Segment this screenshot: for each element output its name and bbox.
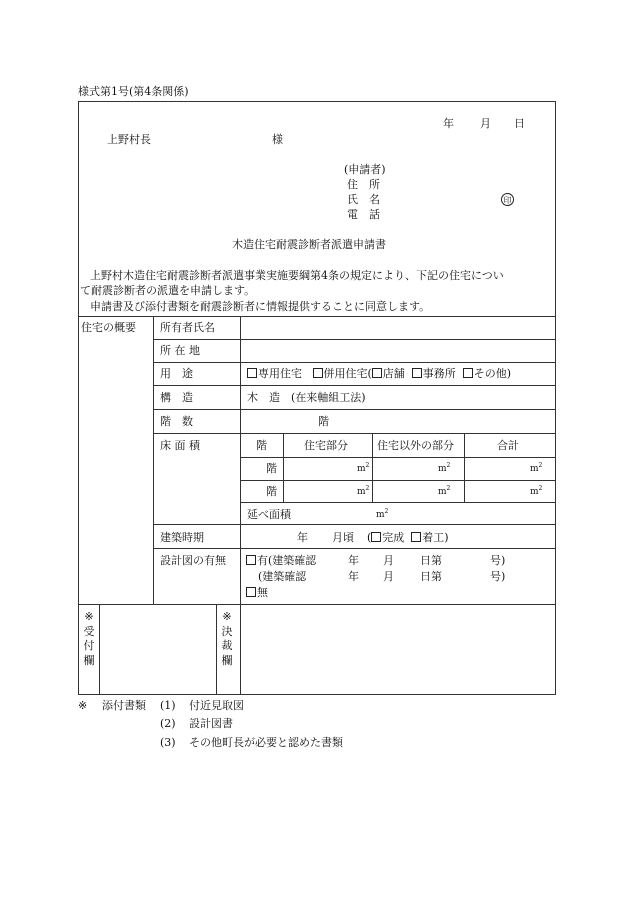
header-total: 合計: [497, 439, 519, 452]
divider: [153, 316, 154, 604]
attachment-num-3: (3): [160, 736, 176, 749]
attachments-mark: ※: [78, 699, 88, 712]
drawings-day-label: 日第: [420, 570, 442, 583]
area-unit: $m^2$: [357, 462, 370, 474]
date-year-label: 年: [443, 117, 454, 130]
drawings-confirm-2: (建築確認: [258, 570, 307, 583]
body-line-1: 上野村木造住宅耐震診断者派遣事業実施要綱第4条の規定により、下記の住宅につい: [90, 269, 504, 282]
location-label: 所 在 地: [160, 344, 200, 357]
reception-column-label: ※ 受 付 欄: [83, 610, 95, 667]
divider: [153, 339, 556, 340]
divider: [240, 316, 241, 695]
divider: [240, 502, 556, 503]
drawings-month-label: 月: [383, 570, 394, 583]
area-unit: $m^2$: [438, 462, 451, 474]
floor-area-label: 床 面 積: [160, 439, 200, 452]
divider: [240, 457, 556, 458]
attachment-item-1: 付近見取図: [189, 699, 244, 712]
checkbox-completed[interactable]: [371, 532, 381, 542]
area-unit: $m^2$: [376, 508, 389, 520]
structure-label: 構 造: [160, 391, 193, 404]
drawings-month-label: 月: [383, 554, 394, 567]
form-label: 様式第1号(第4条関係): [78, 85, 189, 98]
structure-value: 木 造 (在来軸組工法): [247, 391, 366, 404]
body-line-3: 申請書及び添付書類を耐震診断者に情報提供することに同意します。: [90, 300, 431, 313]
floors-label: 階 数: [160, 415, 193, 428]
built-period-label: 建築時期: [160, 531, 204, 544]
drawings-yes: 有(建築確認: [246, 555, 316, 566]
checkbox-combined-house[interactable]: [313, 368, 323, 378]
drawings-label: 設計図の有無: [160, 554, 226, 567]
header-non-residential: 住宅以外の部分: [377, 439, 454, 452]
area-unit: $m^2$: [530, 462, 543, 474]
divider: [240, 480, 556, 481]
address-label: 住 所: [347, 178, 380, 191]
divider: [283, 433, 284, 502]
divider: [153, 385, 556, 386]
checkbox-drawings-none[interactable]: [246, 587, 256, 597]
option-combined-house: 併用住宅(: [323, 367, 372, 380]
name-label: 氏 名: [347, 193, 380, 206]
built-month-label: 月頃: [332, 531, 354, 544]
body-line-2: て耐震診断者の派遣を申請します。: [80, 284, 256, 297]
checkbox-drawings-yes[interactable]: [246, 555, 256, 565]
checkbox-other[interactable]: [463, 368, 473, 378]
header-floor: 階: [256, 439, 267, 452]
divider: [464, 433, 465, 502]
built-year-label: 年: [297, 531, 308, 544]
drawings-year-label: 年: [348, 570, 359, 583]
divider: [99, 604, 100, 695]
attachment-num-2: (2): [160, 717, 176, 730]
drawings-number-label: 号): [490, 554, 506, 567]
checkbox-dedicated-house[interactable]: [247, 368, 257, 378]
date-month-label: 月: [480, 117, 491, 130]
divider: [216, 604, 217, 695]
option-dedicated-house: 専用住宅: [258, 367, 302, 380]
addressee: 上野村長: [107, 133, 151, 146]
floor-unit-2: 階: [266, 485, 277, 498]
drawings-none: 無: [246, 587, 268, 598]
drawings-day-label: 日第: [420, 554, 442, 567]
attachments-label: 添付書類: [102, 699, 146, 712]
honorific: 様: [272, 133, 283, 146]
applicant-label: (申請者): [344, 163, 386, 176]
divider: [372, 433, 373, 502]
drawings-year-label: 年: [348, 554, 359, 567]
owner-label: 所有者氏名: [160, 321, 215, 334]
use-label: 用 途: [160, 367, 193, 380]
floors-unit: 階: [318, 415, 329, 428]
document-title: 木造住宅耐震診断者派遣申請書: [232, 238, 386, 251]
option-shop: 店舗: [382, 367, 405, 380]
attachment-item-3: その他町長が必要と認めた書類: [189, 736, 343, 749]
date-day-label: 日: [514, 117, 525, 130]
floor-unit-1: 階: [266, 462, 277, 475]
built-status: ( 完成 着工): [367, 531, 449, 544]
use-options: [247, 368, 511, 379]
area-unit: $m^2$: [530, 485, 543, 497]
option-office: 事務所: [422, 367, 456, 380]
section-label: 住宅の概要: [81, 321, 136, 334]
phone-label: 電 話: [347, 208, 380, 221]
divider: [153, 548, 556, 549]
area-unit: $m^2$: [357, 485, 370, 497]
checkbox-office[interactable]: [412, 368, 422, 378]
divider: [78, 604, 556, 605]
drawings-number-label: 号): [490, 570, 506, 583]
attachment-num-1: (1): [160, 699, 176, 712]
checkbox-construction-start[interactable]: [411, 532, 421, 542]
decision-column-label: ※ 決 裁 欄: [221, 610, 233, 667]
seal-icon: 印: [501, 193, 514, 206]
divider: [153, 362, 556, 363]
area-unit: $m^2$: [438, 485, 451, 497]
divider: [153, 433, 556, 434]
divider: [153, 409, 556, 410]
checkbox-shop[interactable]: [372, 368, 382, 378]
total-area-label: 延べ面積: [247, 508, 291, 521]
divider: [153, 524, 556, 525]
attachment-item-2: 設計図書: [189, 717, 233, 730]
option-other: その他): [473, 367, 512, 380]
header-residential: 住宅部分: [304, 439, 348, 452]
